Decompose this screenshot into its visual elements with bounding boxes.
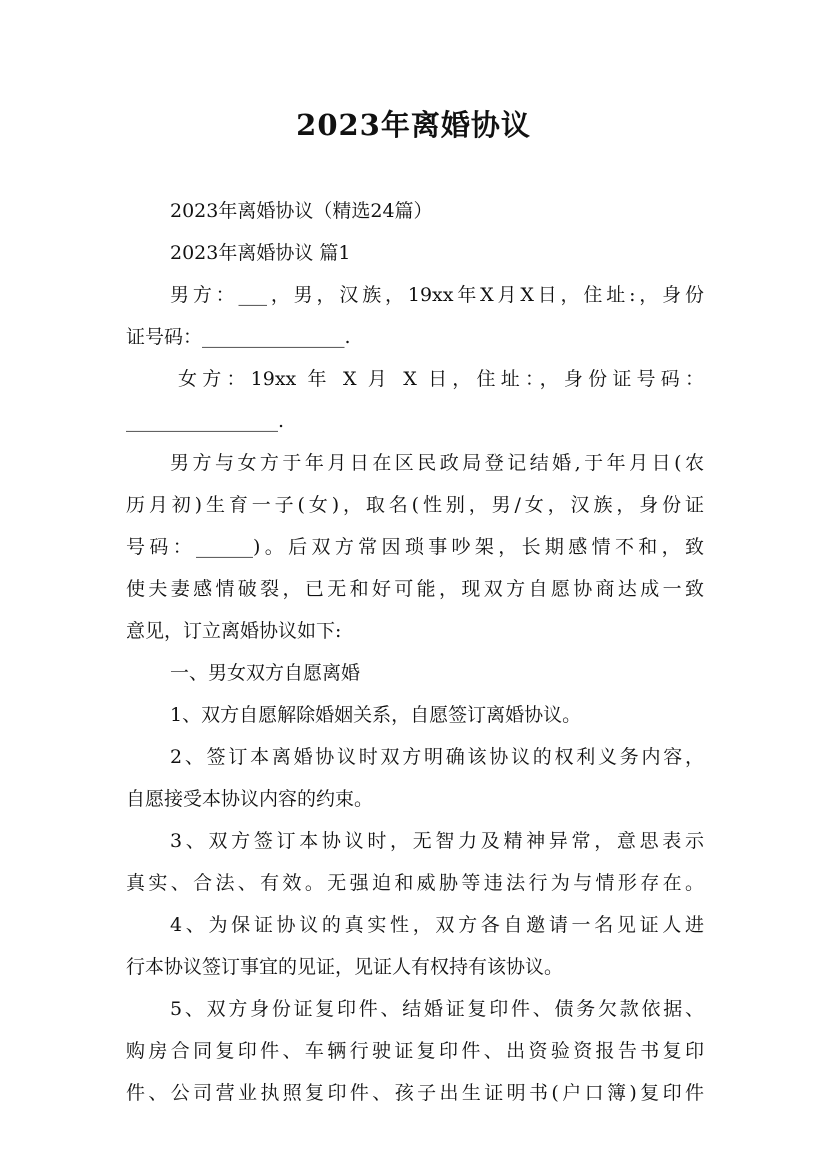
text-line: 男方与女方于年月日在区民政局登记结婚,于年月日(农 [170, 452, 704, 474]
text-line: ________________. [126, 410, 285, 432]
text-line: 一、男女双方自愿离婚 [170, 662, 361, 684]
text-line: 2023年离婚协议（精选24篇） [170, 200, 433, 222]
text-line: 4、为保证协议的真实性，双方各自邀请一名见证人进 [170, 914, 704, 936]
text-line: 1、双方自愿解除婚姻关系，自愿签订离婚协议。 [170, 704, 582, 726]
text-line: 男方：___，男，汉族，19xx年X月X日，住址:，身份 [170, 284, 704, 306]
text-line: 女方：19xx 年 X 月 X 日，住址：，身份证号码： [178, 368, 704, 390]
text-line: 真实、合法、有效。无强迫和威胁等违法行为与情形存在。 [126, 872, 704, 894]
text-line: 2023年离婚协议 篇1 [170, 242, 351, 264]
text-line: 证号码：_______________. [126, 326, 351, 348]
document-body [126, 195, 704, 1119]
text-line: 件、公司营业执照复印件、孩子出生证明书(户口簿)复印件 [126, 1082, 704, 1104]
text-line: 历月初)生育一子(女)，取名(性别，男/女，汉族，身份证 [126, 494, 704, 516]
text-line: 2、签订本离婚协议时双方明确该协议的权利义务内容， [170, 746, 704, 768]
text-line: 使夫妻感情破裂，已无和好可能，现双方自愿协商达成一致 [126, 578, 704, 600]
text-line: 5、双方身份证复印件、结婚证复印件、债务欠款依据、 [170, 998, 704, 1020]
text-line: 3、双方签订本协议时，无智力及精神异常，意思表示 [170, 830, 704, 852]
text-line: 购房合同复印件、车辆行驶证复印件、出资验资报告书复印 [126, 1040, 704, 1062]
text-line: 意见，订立离婚协议如下: [126, 620, 342, 642]
text-line: 行本协议签订事宜的见证，见证人有权持有该协议。 [126, 956, 564, 978]
text-line: 号码：______)。后双方常因琐事吵架，长期感情不和，致 [126, 536, 704, 558]
document-title: 2023年离婚协议 [296, 108, 531, 142]
text-line: 自愿接受本协议内容的约束。 [126, 788, 374, 810]
